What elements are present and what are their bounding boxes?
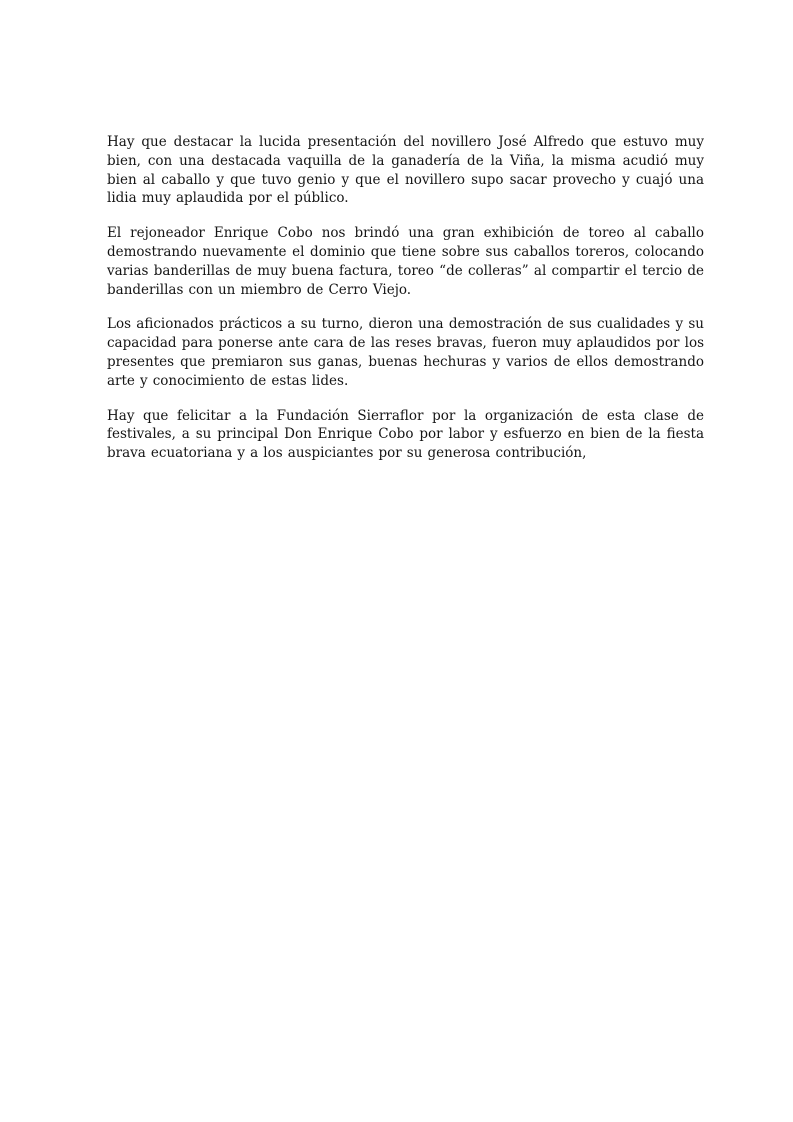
- paragraph-rejoneador-enrique-cobo: El rejoneador Enrique Cobo nos brindó una gran exhibición de toreo al caballo demostrando nuevamente el dominio que tiene sobre sus caballos toreros, colocando varias banderillas de muy buena factura, toreo “de colleras” al compartir el tercio de banderillas con un miembro de Cerro Viejo.: [107, 225, 704, 298]
- document-text-block: [107, 133, 704, 463]
- paragraph-aficionados-practicos: Los aficionados prácticos a su turno, dieron una demostración de sus cualidades y su capacidad para ponerse ante cara de las reses bravas, fueron muy aplaudidos por los presentes que premiaron sus ganas, buenas hechuras y varios de ellos demostrando arte y conocimiento de estas lides.: [107, 316, 704, 389]
- paragraph-felicitacion-fundacion-sierraflor: Hay que felicitar a la Fundación Sierraflor por la organización de esta clase de festivales, a su principal Don Enrique Cobo por labor y esfuerzo en bien de la fiesta brava ecuatoriana y a los auspiciantes por su generosa contribución,: [107, 407, 704, 462]
- paragraph-novillero-jose-alfredo: Hay que destacar la lucida presentación del novillero José Alfredo que estuvo muy bien, con una destacada vaquilla de la ganadería de la Viña, la misma acudió muy bien al caballo y que tuvo genio y que el novillero supo sacar provecho y cuajó una lidia muy aplaudida por el público.: [107, 134, 704, 207]
